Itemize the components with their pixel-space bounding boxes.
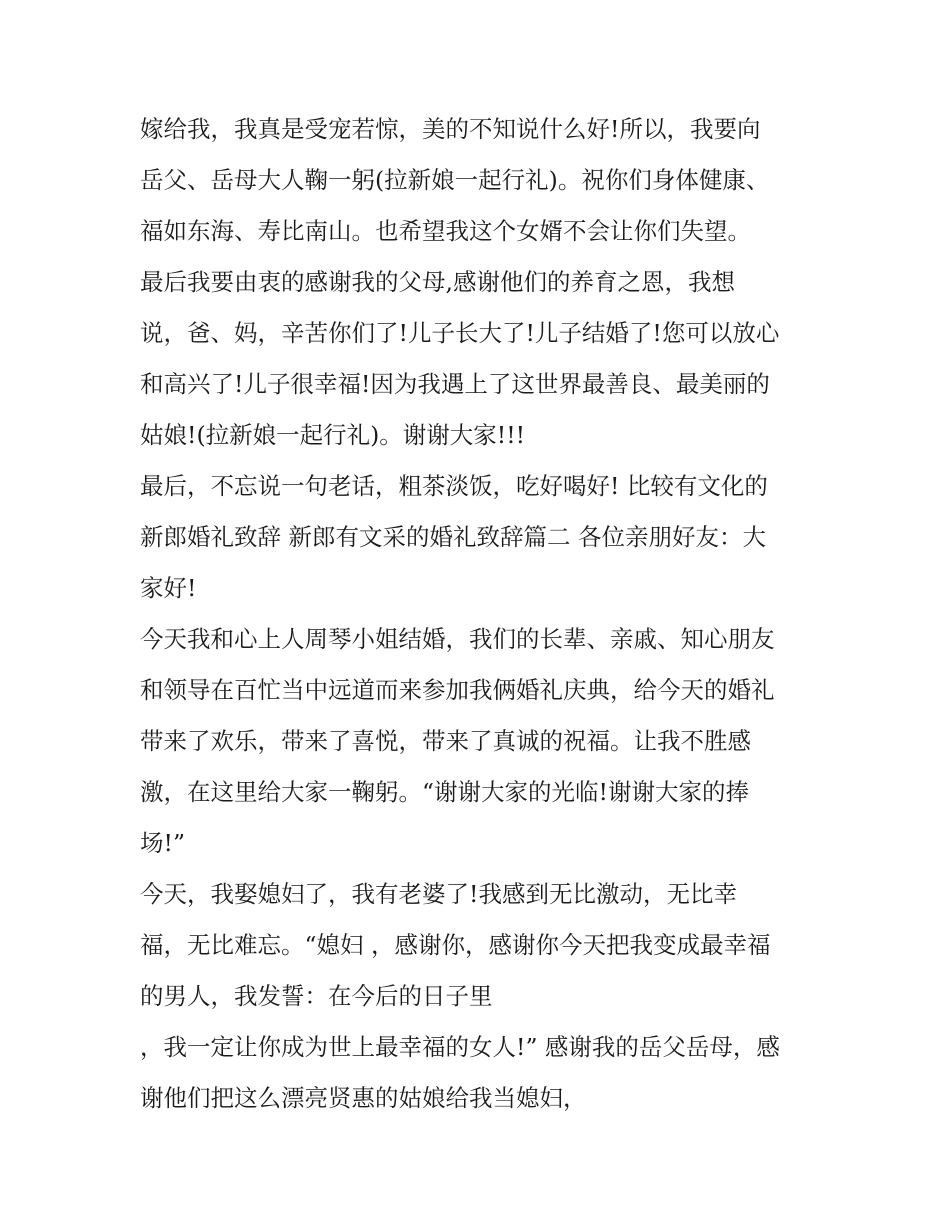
text-line: 家好! [140, 574, 197, 602]
text-line: 嫁给我，我真是受宠若惊，美的不知说什么好!所以，我要向 [140, 115, 761, 143]
text-line: 谢他们把这么漂亮贤惠的姑娘给我当媳妇， [140, 1084, 587, 1112]
text-line: 最后我要由衷的感谢我的父母,感谢他们的养育之恩，我想 [140, 268, 735, 296]
text-line: 今天我和心上人周琴小姐结婚，我们的长辈、亲戚、知心朋友 [140, 625, 775, 653]
text-line: 新郎婚礼致辞 新郎有文采的婚礼致辞篇二 各位亲朋好友：大 [140, 523, 766, 551]
text-line: 的男人，我发誓：在今后的日子里 [140, 982, 493, 1010]
text-line: ，我一定让你成为世上最幸福的女人!” 感谢我的岳父岳母，感 [140, 1033, 780, 1061]
text-line: 场!” [140, 829, 185, 857]
text-line: 和领导在百忙当中远道而来参加我俩婚礼庆典，给今天的婚礼 [140, 676, 775, 704]
text-line: 福，无比难忘。“媳妇 ，感谢你，感谢你今天把我变成最幸福 [140, 931, 771, 959]
text-line: 和高兴了!儿子很幸福!因为我遇上了这世界最善良、最美丽的 [140, 370, 770, 398]
text-line: 福如东海、寿比南山。也希望我这个女婿不会让你们失望。 [140, 217, 751, 245]
document-body [140, 104, 820, 1124]
text-line: 岳父、岳母大人鞠一躬(拉新娘一起行礼)。祝你们身体健康、 [140, 166, 770, 194]
text-line: 姑娘!(拉新娘一起行礼)。谢谢大家!!! [140, 421, 526, 449]
text-line: 说，爸、妈，辛苦你们了!儿子长大了!儿子结婚了!您可以放心 [140, 319, 780, 347]
text-line: 带来了欢乐，带来了喜悦，带来了真诚的祝福。让我不胜感 [140, 727, 751, 755]
text-line: 今天，我娶媳妇了，我有老婆了!我感到无比激动，无比幸 [140, 880, 737, 908]
text-line: 激，在这里给大家一鞠躬。“谢谢大家的光临!谢谢大家的捧 [140, 778, 749, 806]
text-line: 最后，不忘说一句老话，粗茶淡饭，吃好喝好! 比较有文化的 [140, 472, 768, 500]
